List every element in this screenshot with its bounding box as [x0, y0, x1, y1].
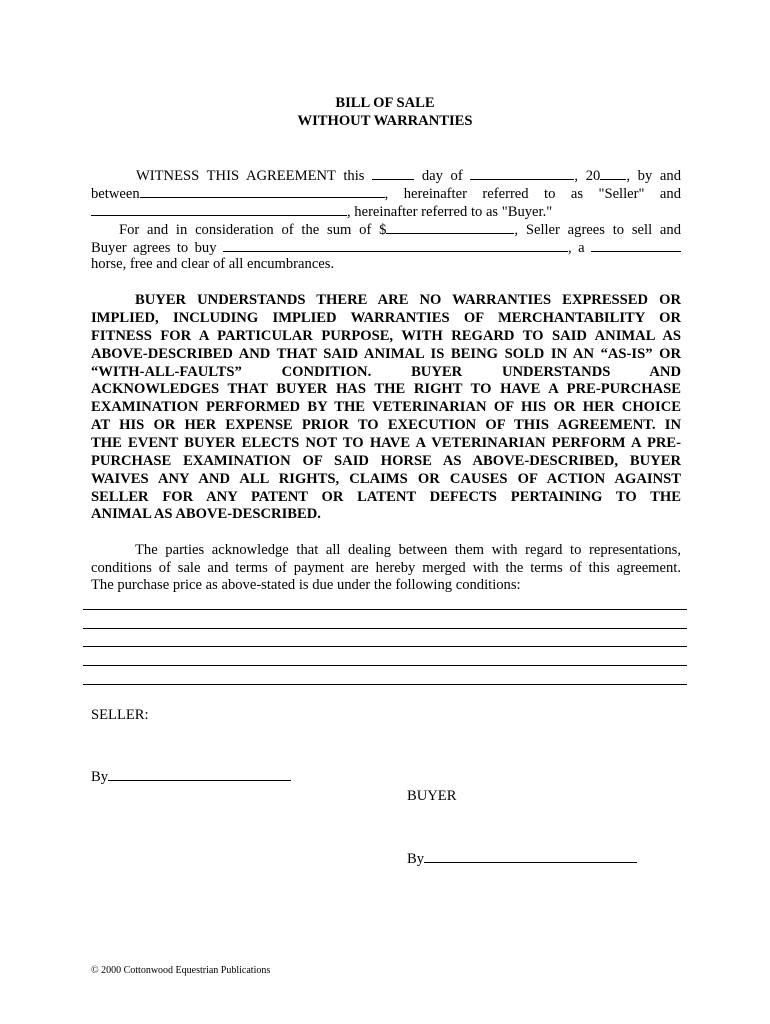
- disclaimer-line: PURCHASE EXAMINATION OF SAID HORSE AS ABOVE-DESCRIBED, BUYER: [91, 453, 681, 469]
- buyer-signature-line: By: [407, 849, 637, 868]
- acknowledge-line: The purchase price as above-stated is due under the following conditions:: [91, 577, 521, 593]
- disclaimer-line: ANIMAL AS ABOVE-DESCRIBED.: [91, 506, 321, 522]
- disclaimer-line: EXAMINATION PERFORMED BY THE VETERINARIAN OF HIS OR HER CHOICE: [91, 399, 681, 415]
- copyright-footer: © 2000 Cottonwood Equestrian Publications: [91, 965, 271, 976]
- seller-name-blank[interactable]: [140, 184, 385, 198]
- disclaimer-line: AT HIS OR HER EXPENSE PRIOR TO EXECUTION OF THIS AGREEMENT. IN: [91, 417, 681, 433]
- disclaimer-line: “WITH-ALL-FAULTS” CONDITION. BUYER UNDERSTANDS AND: [91, 364, 681, 380]
- disclaimer-line: IMPLIED, INCLUDING IMPLIED WARRANTIES OF MERCHANTABILITY OR: [91, 310, 681, 326]
- acknowledge-line: conditions of sale and terms of payment are hereby merged with the terms of this agreement.: [91, 560, 681, 576]
- horse-description-blank[interactable]: [223, 238, 568, 252]
- consideration-line: For and in consideration of the sum of $ , Seller agrees to sell and: [119, 222, 681, 238]
- conditions-line[interactable]: [83, 609, 687, 610]
- conditions-line[interactable]: [83, 628, 687, 629]
- buyer-signature-blank[interactable]: [424, 849, 637, 863]
- acknowledge-line: The parties acknowledge that all dealing between them with regard to representations,: [135, 542, 681, 558]
- between-line: between , hereinafter referred to as "Seller" and: [91, 186, 681, 202]
- year-blank[interactable]: [600, 166, 626, 180]
- day-blank[interactable]: [372, 166, 414, 180]
- sum-blank[interactable]: [386, 220, 514, 234]
- buyer-label: BUYER: [407, 788, 457, 804]
- conditions-line[interactable]: [83, 684, 687, 685]
- disclaimer-line: FITNESS FOR A PARTICULAR PURPOSE, WITH REGARD TO SAID ANIMAL AS: [91, 328, 681, 344]
- disclaimer-line: THE EVENT BUYER ELECTS NOT TO HAVE A VETERINARIAN PERFORM A PRE-: [91, 435, 681, 451]
- document-title: BILL OF SALE: [335, 95, 435, 111]
- conditions-line[interactable]: [83, 646, 687, 647]
- buyer-name-blank[interactable]: [91, 202, 347, 216]
- disclaimer-line: BUYER UNDERSTANDS THERE ARE NO WARRANTIES EXPRESSED OR: [135, 292, 681, 308]
- encumbrance-line: horse, free and clear of all encumbrances.: [91, 256, 335, 272]
- disclaimer-line: ABOVE-DESCRIBED AND THAT SAID ANIMAL IS BEING SOLD IN AN “AS-IS” OR: [91, 346, 681, 362]
- witness-line: WITNESS THIS AGREEMENT this day of , 20 , by and: [136, 168, 681, 184]
- seller-label: SELLER:: [91, 707, 149, 723]
- document-subtitle: WITHOUT WARRANTIES: [297, 113, 473, 129]
- buyer-name-line: , hereinafter referred to as "Buyer.": [91, 202, 552, 221]
- disclaimer-line: WAIVES ANY AND ALL RIGHTS, CLAIMS OR CAUSES OF ACTION AGAINST: [91, 471, 681, 487]
- horse-type-blank[interactable]: [591, 238, 681, 252]
- disclaimer-line: ACKNOWLEDGES THAT BUYER HAS THE RIGHT TO HAVE A PRE-PURCHASE: [91, 381, 681, 397]
- month-blank[interactable]: [470, 166, 574, 180]
- seller-signature-line: By: [91, 767, 291, 786]
- disclaimer-line: SELLER FOR ANY PATENT OR LATENT DEFECTS PERTAINING TO THE: [91, 489, 681, 505]
- buy-line: Buyer agrees to buy , a: [91, 238, 681, 256]
- conditions-line[interactable]: [83, 665, 687, 666]
- seller-signature-blank[interactable]: [108, 767, 291, 781]
